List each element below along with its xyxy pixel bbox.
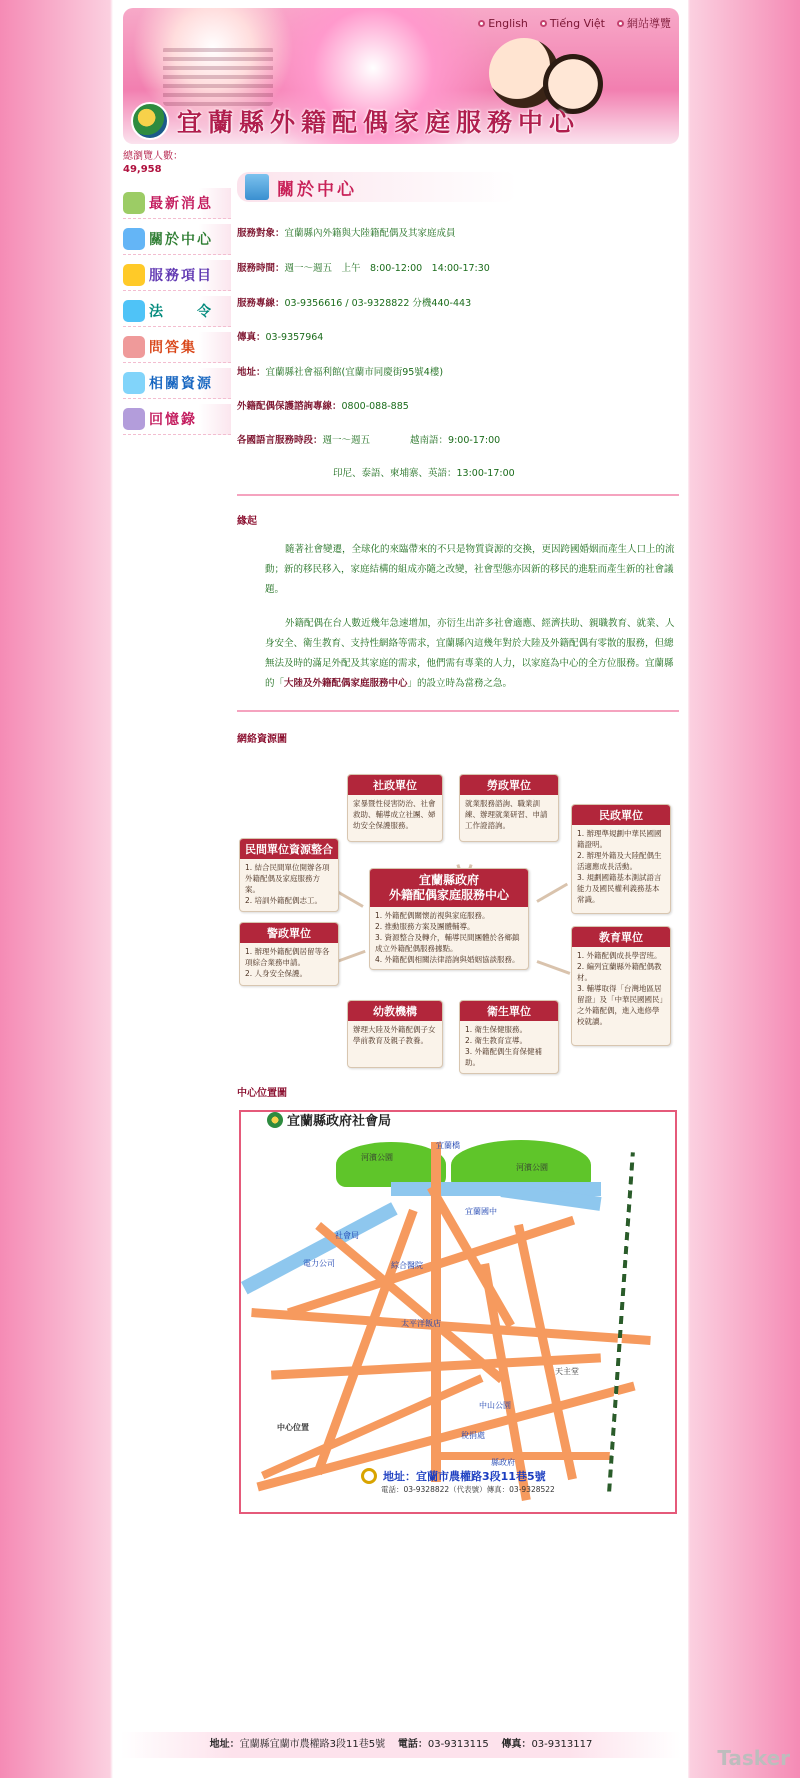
info-label: 傳真： — [237, 332, 266, 343]
book-icon — [123, 300, 145, 322]
info-value: 宜蘭縣內外籍與大陸籍配偶及其家庭成員 — [284, 228, 456, 239]
info-hotline — [237, 295, 679, 309]
menu-item-label: 服務項目 — [149, 268, 213, 284]
folder-icon — [123, 264, 145, 286]
info-languages — [237, 432, 679, 446]
info-value: 越南語：9:00-17:00 — [410, 435, 501, 446]
info-value: 週一～週五 上午 8:00-12:00 14:00-17:30 — [284, 263, 490, 274]
civil-unit-box — [571, 804, 671, 914]
network-title: 網絡資源圖 — [237, 734, 287, 745]
link-vietnamese[interactable] — [540, 15, 605, 31]
map-label: 社會局 — [335, 1231, 359, 1240]
watermark: Tasker — [717, 1746, 790, 1770]
info-fax — [237, 329, 679, 343]
box-title: 衛生單位 — [460, 1001, 558, 1021]
box-body — [240, 859, 338, 909]
map-title — [261, 1110, 397, 1129]
info-label: 服務專線： — [237, 298, 285, 309]
preschool-unit-box — [347, 1000, 443, 1068]
info-target — [237, 225, 679, 239]
info-label: 地址： — [237, 367, 266, 378]
box-body — [572, 947, 670, 1030]
list-item: 1. 辦理外籍配偶居留等各項綜合業務申請。 — [245, 947, 330, 967]
connector-arrow — [536, 960, 570, 975]
map-label: 宜蘭橋 — [436, 1141, 460, 1150]
divider — [237, 494, 679, 496]
info-label: 外籍配偶保護諮詢專線： — [237, 401, 342, 412]
box-body: 辦理大陸及外籍配偶子女學前教育及親子教養。 — [353, 1025, 436, 1045]
info-value: 03-9357964 — [265, 332, 324, 343]
info-label: 服務對象： — [237, 228, 285, 239]
info-value: 印尼、泰語、柬埔寨、英語：13:00-17:00 — [333, 468, 515, 479]
qa-icon — [123, 336, 145, 358]
list-item: 1. 外籍配偶關懷訪視與家庭服務。 — [375, 911, 490, 920]
map-label: 天主堂 — [555, 1367, 579, 1376]
site-title: 宜蘭縣外籍配偶家庭服務中心 — [177, 108, 581, 137]
connector-arrow — [336, 950, 365, 963]
footer-address: 宜蘭縣宜蘭市農權路3段11巷5號 — [239, 1739, 386, 1750]
globe-icon — [123, 372, 145, 394]
list-item: 3. 輔導取得「台灣地區居留證」及「中華民國國民」之外籍配偶，進入進修學校就讀。 — [577, 984, 664, 1026]
center-title-line: 宜蘭縣政府 — [418, 873, 479, 887]
location-map[interactable] — [239, 1110, 677, 1514]
map-label: 宜蘭國中 — [465, 1207, 497, 1216]
info-value: 0800-088-885 — [341, 401, 409, 412]
map-address-text: 地址：宜蘭市農權路3段11巷5號 — [383, 1470, 546, 1483]
menu-item-faq[interactable] — [123, 332, 231, 363]
header-banner — [123, 8, 679, 144]
building-image — [163, 46, 273, 106]
album-icon — [123, 408, 145, 430]
map-label: 河濱公園 — [516, 1163, 548, 1172]
divider — [237, 710, 679, 712]
footer-label: 傳真： — [501, 1739, 532, 1750]
notebook-icon — [123, 228, 145, 250]
social-unit-box — [347, 774, 443, 842]
box-title: 社政單位 — [348, 775, 442, 795]
location-title: 中心位置圖 — [237, 1088, 287, 1099]
page-container — [113, 0, 688, 1778]
list-item: 3. 外籍配偶生育保健補助。 — [465, 1047, 543, 1067]
side-menu — [123, 188, 231, 440]
box-body — [460, 1021, 558, 1071]
origin-text: 外籍配偶在台人數近幾年急速增加，亦衍生出許多社會適應、經濟扶助、親職教育、就業、人身安全、衛生教育、支持性網絡等需求，宜蘭縣內這幾年對於大陸及外籍配偶有零散的服務，但總無法及時的滿足外配及其家庭的需求，他們需有專業的人力，以家庭為中心的全方位服務。宜蘭縣的「 — [265, 618, 675, 689]
map-label: 太平洋飯店 — [401, 1319, 441, 1328]
menu-item-about[interactable] — [123, 224, 231, 255]
footer-fax: 03-9313117 — [531, 1739, 593, 1750]
center-title-line: 外籍配偶家庭服務中心 — [388, 888, 509, 902]
menu-item-news[interactable] — [123, 188, 231, 219]
notebook-icon — [245, 174, 269, 200]
info-hours — [237, 260, 679, 274]
map-road — [514, 1224, 577, 1480]
target-icon — [361, 1468, 377, 1484]
box-title: 民間單位資源整合 — [240, 839, 338, 859]
link-sitemap[interactable] — [617, 15, 671, 31]
connector-arrow — [336, 890, 363, 908]
map-title-text: 宜蘭縣政府社會局 — [287, 1114, 392, 1129]
link-english-label: English — [488, 16, 528, 30]
map-address — [361, 1468, 546, 1484]
police-unit-box — [239, 922, 339, 986]
menu-item-label: 問答集 — [149, 340, 197, 356]
center-box — [369, 868, 529, 970]
info-consult — [237, 398, 679, 412]
menu-item-services[interactable] — [123, 260, 231, 291]
footer-label: 電話： — [397, 1739, 428, 1750]
info-address — [237, 364, 679, 378]
box-title: 勞政單位 — [460, 775, 558, 795]
list-item: 3. 規劃國籍基本測試語言能力及國民權利義務基本常識。 — [577, 873, 662, 904]
railway — [607, 1152, 635, 1491]
bullet-icon — [540, 20, 547, 27]
list-item: 2. 培訓外籍配偶志工。 — [245, 896, 323, 905]
origin-text: 」的設立時為當務之急。 — [407, 678, 513, 689]
box-body — [572, 825, 670, 908]
box-body: 就業服務諮詢、職業訓練、辦理就業研習、申請工作證諮詢。 — [465, 799, 548, 830]
map-label-center: 中心位置 — [277, 1423, 309, 1432]
logo-row — [131, 102, 580, 140]
health-unit-box — [459, 1000, 559, 1074]
origin-paragraph-1: 隨著社會變遷，全球化的來臨帶來的不只是物質資源的交換，更因跨國婚姻而產生人口上的流動；新的移民移入，家庭結構的組成亦隨之改變，社會型態亦因新的移民的進駐而產生新的社會議題。 — [265, 544, 675, 595]
box-body — [240, 943, 338, 982]
bullet-icon — [617, 20, 624, 27]
box-title: 教育單位 — [572, 927, 670, 947]
footer — [121, 1732, 681, 1758]
page-title: 關於中心 — [277, 179, 357, 200]
link-sitemap-label: 網站導覽 — [627, 17, 671, 30]
menu-item-laws[interactable] — [123, 296, 231, 327]
county-logo-icon — [267, 1112, 283, 1128]
map-label: 電力公司 — [303, 1259, 335, 1268]
menu-item-label: 關於中心 — [149, 232, 213, 248]
map-label: 稅捐處 — [461, 1431, 485, 1440]
list-item: 2. 推動服務方案及團體輔導。 — [375, 922, 475, 931]
box-body: 家暴暨性侵害防治、社會救助、輔導成立社團、婦幼安全保護服務。 — [353, 799, 436, 830]
list-item: 4. 外籍配偶相關法律諮詢與婚姻協談服務。 — [375, 955, 520, 964]
origin-paragraph-2 — [265, 614, 679, 694]
counter-value: 49,958 — [123, 164, 162, 175]
counter-label: 總瀏覽人數： — [123, 151, 183, 162]
info-label: 各國語言服務時段： — [237, 435, 323, 446]
list-item: 1. 衛生保健服務。 — [465, 1025, 528, 1034]
bullet-icon — [478, 20, 485, 27]
map-label: 中山公園 — [479, 1401, 511, 1410]
footer-phone: 03-9313115 — [427, 1739, 489, 1750]
info-languages-2 — [333, 465, 673, 479]
menu-item-label: 相關資源 — [149, 376, 213, 392]
list-item: 1. 辦理準規劃中華民國國籍證明。 — [577, 829, 662, 849]
map-label: 綜合醫院 — [391, 1261, 423, 1270]
list-item: 2. 衛生教育宣導。 — [465, 1036, 528, 1045]
list-item: 2. 辦理外籍及大陸配偶生活適應成長活動。 — [577, 851, 662, 871]
list-item: 1. 結合民間單位開辦各項外籍配偶及家庭服務方案。 — [245, 863, 330, 894]
map-label: 河濱公園 — [361, 1153, 393, 1162]
county-logo-icon[interactable] — [131, 102, 169, 140]
box-title: 警政單位 — [240, 923, 338, 943]
labor-unit-box — [459, 774, 559, 842]
center-box-title — [370, 869, 528, 907]
footer-label: 地址： — [209, 1739, 240, 1750]
menu-item-resources[interactable] — [123, 368, 231, 399]
list-item: 2. 人身安全保護。 — [245, 969, 308, 978]
park-area — [336, 1142, 446, 1187]
menu-item-label: 法 令 — [149, 304, 213, 320]
link-english[interactable] — [478, 15, 528, 31]
box-body — [370, 907, 528, 968]
map-label: 縣政府 — [491, 1458, 515, 1467]
link-vietnamese-label: Tiếng Việt — [549, 16, 605, 30]
ngo-unit-box — [239, 838, 339, 912]
news-icon — [123, 192, 145, 214]
map-road — [431, 1452, 611, 1460]
origin-title: 緣起 — [237, 516, 257, 527]
visitor-counter — [123, 150, 183, 176]
menu-item-label: 回憶錄 — [149, 412, 197, 428]
origin-emphasis: 大陸及外籍配偶家庭服務中心 — [284, 678, 408, 689]
list-item: 2. 編列宜蘭縣外籍配偶教材。 — [577, 962, 662, 982]
menu-item-memories[interactable] — [123, 404, 231, 435]
info-value: 03-9356616 / 03-9328822 分機440-443 — [284, 298, 472, 309]
education-unit-box — [571, 926, 671, 1046]
map-phone: 電話：03-9328822（代表號）傳真：03-9328522 — [381, 1485, 555, 1494]
box-title: 民政單位 — [572, 805, 670, 825]
list-item: 1. 外籍配偶成長學習班。 — [577, 951, 662, 960]
box-title: 幼教機構 — [348, 1001, 442, 1021]
info-value: 宜蘭縣社會福利館(宜蘭市同慶街95號4樓) — [265, 367, 444, 378]
connector-arrow — [536, 883, 568, 903]
info-label: 服務時間： — [237, 263, 285, 274]
list-item: 3. 資源整合及轉介，輔導民間團體於各鄉鎮成立外籍配偶服務據點。 — [375, 933, 520, 953]
menu-item-label: 最新消息 — [149, 196, 213, 212]
top-links — [478, 15, 671, 31]
page-heading — [237, 172, 517, 202]
info-value: 週一～週五 — [322, 435, 371, 446]
network-diagram — [237, 770, 679, 1106]
